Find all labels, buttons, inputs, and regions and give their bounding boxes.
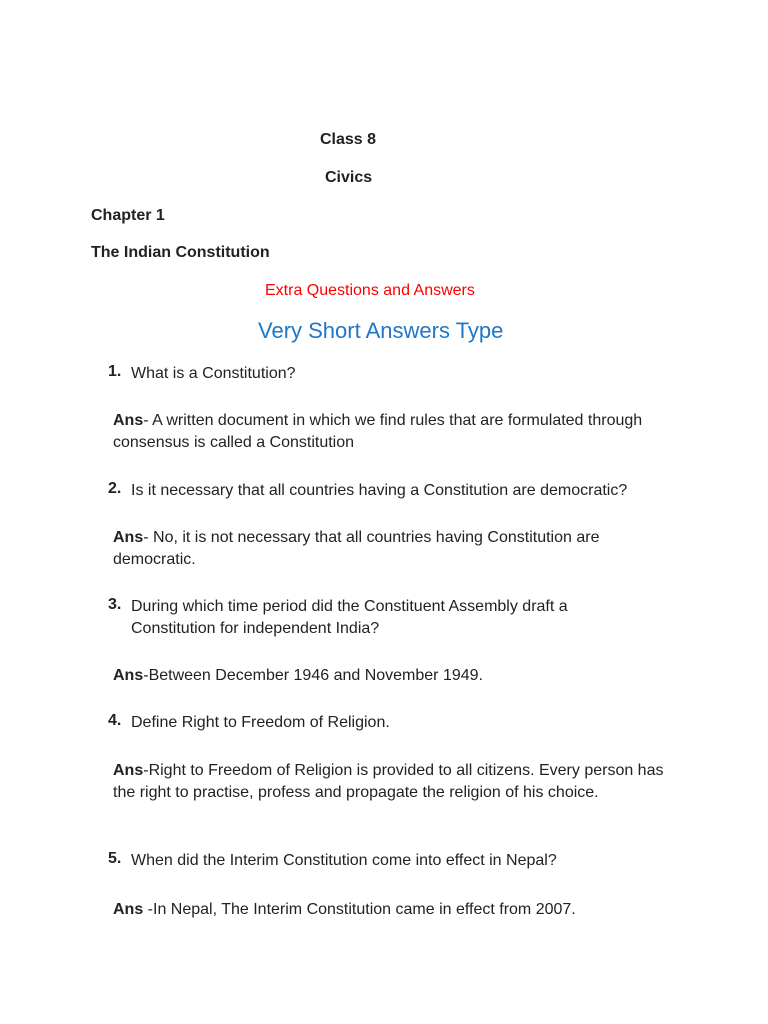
question-text: Define Right to Freedom of Religion. [131,714,390,731]
answer-text: -In Nepal, The Interim Constitution came in effect from 2007. [143,901,576,918]
question-number: 4. [108,712,122,729]
question-text: What is a Constitution? [131,365,296,382]
answer-item [113,899,683,921]
question-number: 3. [108,596,122,613]
question-number: 5. [108,850,122,867]
question-text: When did the Interim Constitution come into effect in Nepal? [131,852,557,869]
question-number: 2. [108,480,122,497]
answer-label: Ans [113,762,144,779]
answer-text: -Right to Freedom of Religion is provided to all citizens. Every person has the right to practise, profess and propagate the religion of his choice. [113,762,664,801]
class-heading: Class 8 [320,131,377,148]
answer-item [113,760,683,804]
question-text: Is it necessary that all countries having a Constitution are democratic? [131,482,628,499]
answer-text: - A written document in which we find rules that are formulated through consensus is called a Constitution [113,412,643,451]
question-text: During which time period did the Constituent Assembly draft a Constitution for independent India? [131,598,568,637]
answer-label: Ans [113,412,144,429]
answer-text: -Between December 1946 and November 1949. [143,667,483,684]
answer-item [113,410,683,454]
answer-item [113,665,683,687]
section-title: Extra Questions and Answers [265,282,475,299]
subsection-title: Very Short Answers Type [258,318,504,343]
answer-text: - No, it is not necessary that all countries having Constitution are democratic. [113,529,600,568]
answer-label: Ans [113,901,144,918]
answer-item [113,527,683,571]
question-number: 1. [108,363,122,380]
chapter-heading: Chapter 1 [91,207,165,224]
subject-heading: Civics [325,169,373,186]
answer-label: Ans [113,667,144,684]
answer-label: Ans [113,529,144,546]
chapter-title: The Indian Constitution [91,244,270,261]
